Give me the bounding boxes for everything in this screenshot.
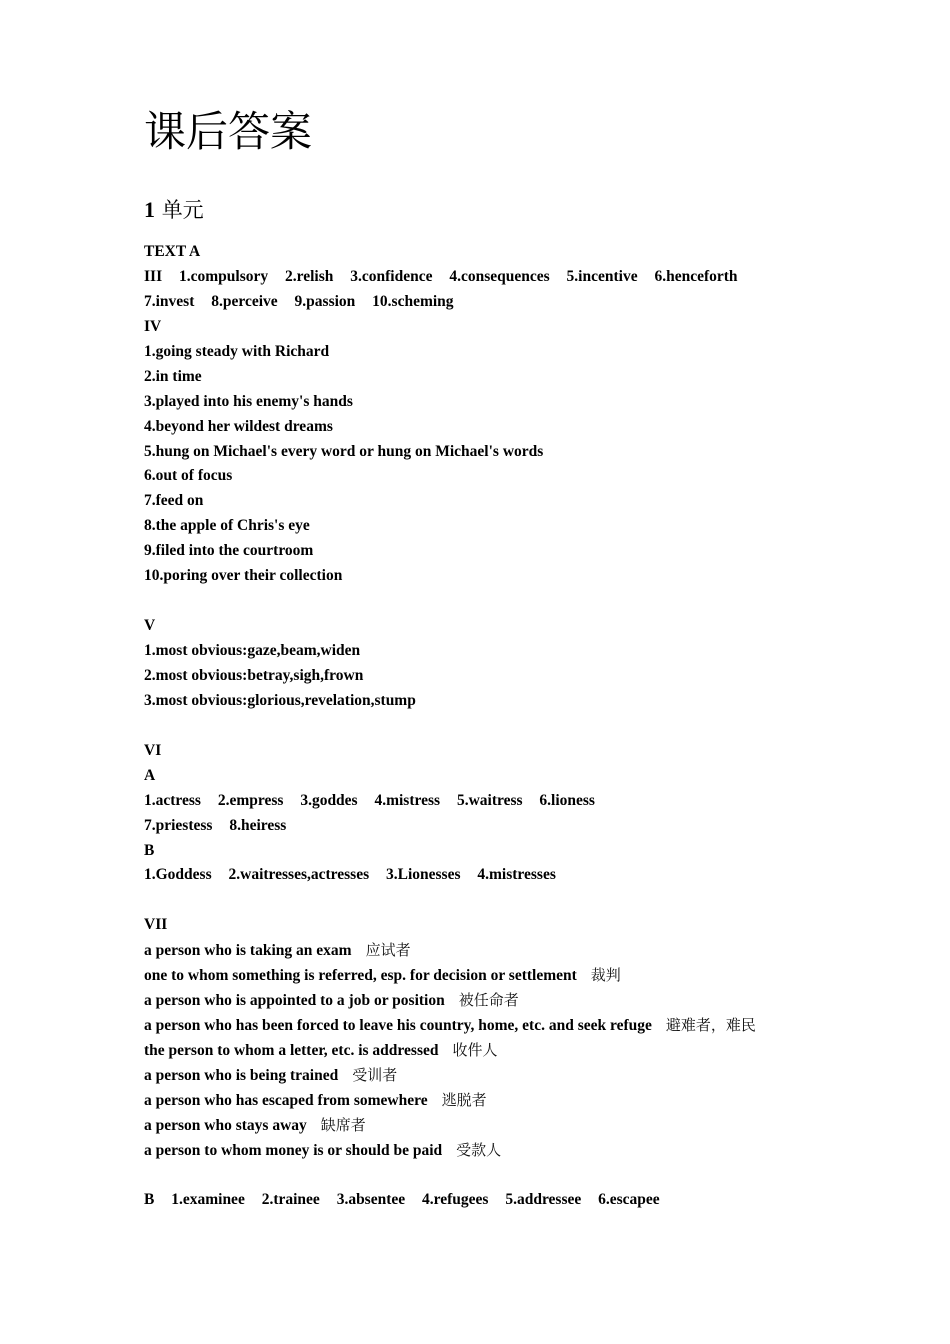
answer-content xyxy=(144,240,834,1213)
definition-zh: 避难者，难民 xyxy=(665,1016,756,1035)
definition-en: a person who is taking an exam xyxy=(144,942,352,960)
definition-zh: 应试者 xyxy=(365,941,411,960)
definition-zh: 逃脱者 xyxy=(441,1090,487,1109)
answer-item: 7.invest xyxy=(144,292,195,310)
definition-zh: 被任命者 xyxy=(458,991,519,1010)
definition-zh: 受训者 xyxy=(352,1065,398,1084)
answer-item: 2.relish xyxy=(284,267,334,285)
answer-item: 4.mistresses xyxy=(477,866,556,884)
answer-line: 3.played into his enemy's hands xyxy=(144,392,353,410)
unit-label: 单元 xyxy=(161,198,204,222)
definition-en: a person who is appointed to a job or position xyxy=(144,992,445,1010)
definition-zh: 裁判 xyxy=(590,966,621,985)
definition-en: a person who stays away xyxy=(144,1116,307,1134)
answer-item: 5.incentive xyxy=(566,267,638,285)
section-vii-label: VII xyxy=(144,916,168,934)
section-vii-b-line xyxy=(144,1188,834,1213)
document-title: 课后答案 xyxy=(144,107,313,156)
answer-item: 3.goddes xyxy=(300,791,358,809)
section-iii-line-1 xyxy=(144,265,834,290)
definition-zh: 受款人 xyxy=(456,1140,502,1159)
definition-zh: 缺席者 xyxy=(320,1115,366,1134)
answer-line: 3.most obvious:glorious,revelation,stump xyxy=(144,691,416,709)
answer-line: 1.most obvious:gaze,beam,widen xyxy=(144,642,361,659)
definition-en: one to whom something is referred, esp. for decision or settlement xyxy=(144,967,577,985)
answer-item: 3.absentee xyxy=(336,1190,406,1208)
definition-en: a person to whom money is or should be paid xyxy=(144,1141,443,1159)
section-vii-b-label: B xyxy=(144,1190,155,1208)
definition-line xyxy=(144,1113,834,1138)
answer-line: 9.filed into the courtroom xyxy=(144,542,314,560)
answer-line: 10.poring over their collection xyxy=(144,567,343,585)
section-iii-label: III xyxy=(144,267,163,285)
answer-item: 2.trainee xyxy=(261,1190,320,1208)
answer-item: 4.consequences xyxy=(449,267,550,285)
answer-item: 8.perceive xyxy=(211,292,278,310)
section-vi-a-label: A xyxy=(144,766,156,784)
answer-line: 6.out of focus xyxy=(144,467,233,485)
answer-item: 2.empress xyxy=(217,791,284,809)
definition-en: a person who has escaped from somewhere xyxy=(144,1091,428,1109)
section-vi-b-label: B xyxy=(144,841,155,859)
answer-line: 1.going steady with Richard xyxy=(144,342,330,360)
answer-item: 3.Lionesses xyxy=(386,866,461,884)
unit-heading xyxy=(144,196,204,224)
answer-item: 10.scheming xyxy=(372,292,454,310)
answer-item: 8.heiress xyxy=(229,816,287,834)
answer-line: 2.most obvious:betray,sigh,frown xyxy=(144,666,364,684)
section-vi-label: VI xyxy=(144,741,162,759)
definition-line xyxy=(144,988,834,1013)
definition-en: the person to whom a letter, etc. is addressed xyxy=(144,1042,439,1059)
answer-item: 9.passion xyxy=(294,292,356,310)
section-vi-b-line xyxy=(144,863,834,888)
answer-line: 8.the apple of Chris's eye xyxy=(144,517,310,535)
answer-line: 4.beyond her wildest dreams xyxy=(144,417,333,435)
answer-item: 3.confidence xyxy=(350,267,433,285)
definition-line xyxy=(144,938,834,963)
definition-line xyxy=(144,1038,834,1063)
section-iii-line-2 xyxy=(144,290,834,315)
definition-line xyxy=(144,1063,834,1088)
definition-line xyxy=(144,1013,834,1038)
definition-en: a person who is being trained xyxy=(144,1066,339,1084)
answer-line: 5.hung on Michael's every word or hung on Michael's words xyxy=(144,442,544,460)
answer-line: 7.feed on xyxy=(144,492,204,510)
unit-number: 1 xyxy=(144,197,155,222)
answer-item: 1.Goddess xyxy=(144,866,212,884)
answer-item: 6.escapee xyxy=(598,1190,660,1208)
answer-item: 5.waitress xyxy=(456,791,523,809)
definition-zh: 收件人 xyxy=(452,1041,498,1059)
answer-item: 1.compulsory xyxy=(178,267,269,285)
answer-line: 2.in time xyxy=(144,367,202,385)
definition-line xyxy=(144,963,834,988)
answer-item: 4.refugees xyxy=(422,1190,489,1208)
text-a-heading: TEXT A xyxy=(144,243,201,260)
answer-item: 1.examinee xyxy=(171,1190,245,1208)
definition-line xyxy=(144,1138,834,1163)
section-vi-a-line-1 xyxy=(144,789,834,814)
section-v-label: V xyxy=(144,617,156,635)
answer-item: 2.waitresses,actresses xyxy=(228,866,370,884)
definition-line xyxy=(144,1088,834,1113)
answer-item: 6.lioness xyxy=(539,791,595,809)
answer-item: 6.henceforth xyxy=(654,267,738,285)
answer-item: 5.addressee xyxy=(505,1190,582,1208)
section-iv-label: IV xyxy=(144,317,162,335)
answer-item: 7.priestess xyxy=(144,816,213,834)
answer-item: 1.actress xyxy=(144,791,201,809)
definition-en: a person who has been forced to leave his country, home, etc. and seek refuge xyxy=(144,1017,652,1035)
section-vi-a-line-2 xyxy=(144,814,834,839)
answer-item: 4.mistress xyxy=(374,791,441,809)
